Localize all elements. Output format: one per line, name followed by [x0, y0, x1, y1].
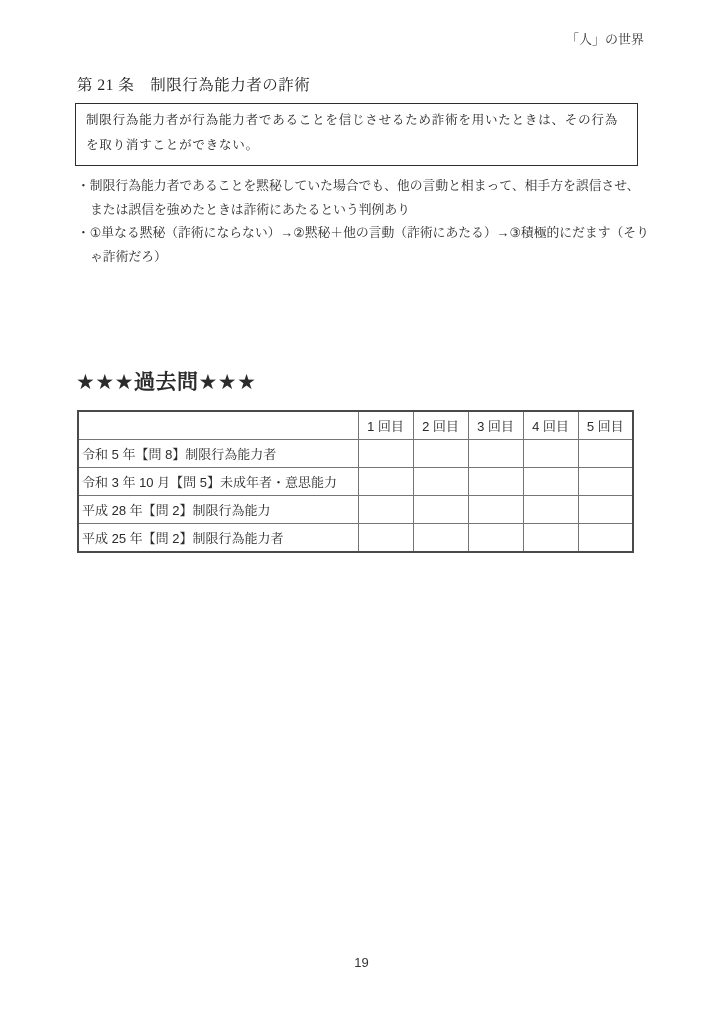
- column-header: 1 回目: [358, 411, 413, 440]
- note-item: [77, 174, 649, 221]
- answer-cell: [358, 524, 413, 553]
- running-header: 「人」の世界: [565, 32, 644, 47]
- exam-label: 平成 28 年【問 2】制限行為能力: [78, 496, 358, 524]
- note-text: 制限行為能力者であることを黙秘していた場合でも、他の言動と相まって、相手方を誤信させ、または誤信を強めたときは詐術にあたるという判例あり: [89, 178, 640, 217]
- note-text: ①単なる黙秘（詐術にならない）→②黙秘＋他の言動（詐術にあたる）→③積極的にだます（そりゃ詐術だろ）: [89, 225, 649, 264]
- answer-cell: [358, 496, 413, 524]
- answer-cell: [358, 468, 413, 496]
- answer-cell: [578, 468, 633, 496]
- corner-cell: [78, 411, 358, 440]
- exam-label: 令和 5 年【問 8】制限行為能力者: [78, 440, 358, 468]
- column-header: 2 回目: [413, 411, 468, 440]
- statute-text: 制限行為能力者が行為能力者であることを信じさせるため詐術を用いたときは、その行為を取り消すことができない。: [86, 113, 619, 152]
- bullet-marker: ・: [77, 225, 90, 240]
- note-item: [77, 221, 649, 268]
- table-header-row: [78, 411, 633, 440]
- answer-cell: [578, 524, 633, 553]
- answer-cell: [523, 468, 578, 496]
- answer-cell: [413, 440, 468, 468]
- answer-cell: [413, 496, 468, 524]
- exam-label: 平成 25 年【問 2】制限行為能力者: [78, 524, 358, 553]
- column-header: 3 回目: [468, 411, 523, 440]
- notes-list: [77, 174, 649, 268]
- table-row: [78, 440, 633, 468]
- answer-cell: [468, 468, 523, 496]
- bullet-marker: ・: [77, 178, 90, 193]
- answer-cell: [578, 440, 633, 468]
- table-row: [78, 524, 633, 553]
- column-header: 5 回目: [578, 411, 633, 440]
- table-row: [78, 496, 633, 524]
- answer-cell: [468, 440, 523, 468]
- answer-cell: [523, 524, 578, 553]
- answer-cell: [413, 524, 468, 553]
- answer-cell: [468, 496, 523, 524]
- page-number: 19: [354, 955, 369, 970]
- answer-cell: [523, 440, 578, 468]
- answer-cell: [358, 440, 413, 468]
- past-questions-table: [77, 410, 634, 553]
- answer-cell: [468, 524, 523, 553]
- table-row: [78, 468, 633, 496]
- column-header: 4 回目: [523, 411, 578, 440]
- article-title: 第 21 条 制限行為能力者の詐術: [77, 77, 311, 94]
- statute-box: [75, 103, 638, 166]
- answer-cell: [413, 468, 468, 496]
- exam-label: 令和 3 年 10 月【問 5】未成年者・意思能力: [78, 468, 358, 496]
- answer-cell: [523, 496, 578, 524]
- answer-cell: [578, 496, 633, 524]
- past-questions-heading: ★★★過去問★★★: [76, 371, 257, 394]
